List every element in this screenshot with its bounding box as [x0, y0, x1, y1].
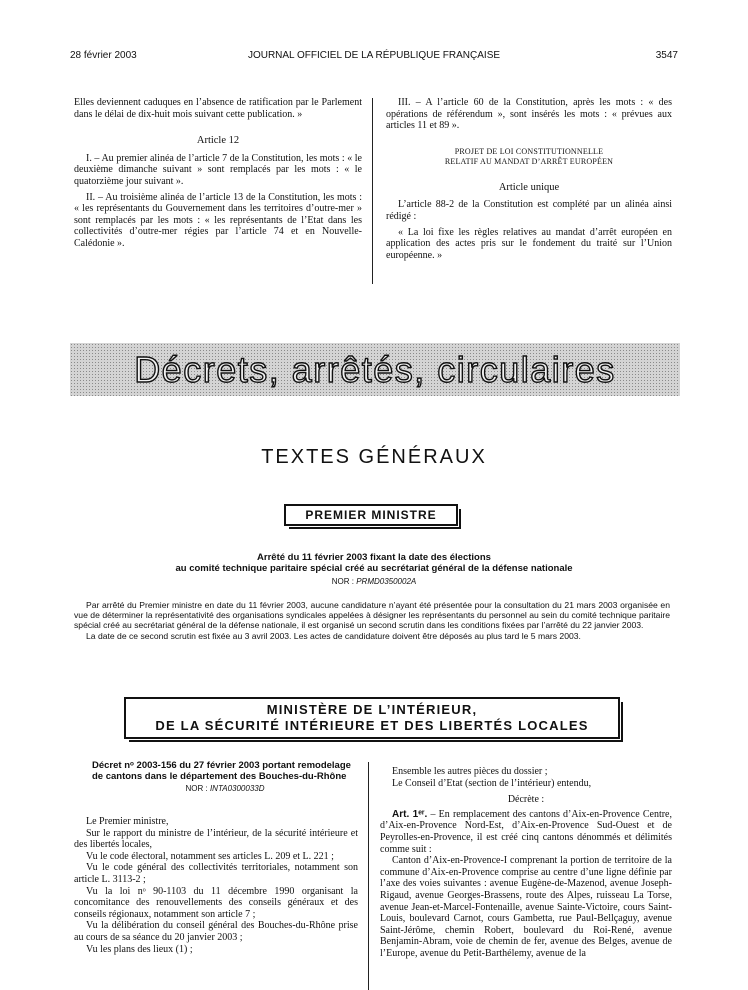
top-left-column: [74, 97, 362, 250]
article-unique-title: Article unique: [498, 181, 560, 193]
paragraph: Vu la loi nᵒ 90-1103 du 11 décembre 1990 organisant la concomitance des renouvellements des conseils généraux et des conseils régionaux, notamment son article 7 ;: [74, 885, 358, 920]
arrete-title-line1: Arrêté du 11 février 2003 fixant la date des élections: [257, 552, 491, 563]
journal-title: JOURNAL OFFICIEL DE LA RÉPUBLIQUE FRANÇAISE: [247, 50, 501, 61]
paragraph: « La loi fixe les règles relatives au mandat d’arrêt européen en application des actes pris sur le fondement du traité sur l’Union européenne. »: [386, 226, 672, 261]
paragraph: Par arrêté du Premier ministre en date du 11 février 2003, aucune candidature n’ayant été présentée pour la consultation du 21 mars 2003 organisée en vue de déterminer la représentativité des organisations syndicales appelées à désigner les représentants du personnel au sein du comité technique paritaire spécial créé au secrétariat général de la défense nationale, il est organisé un second scrutin dans les conditions fixées par l’arrêté du 22 janvier 2003.: [74, 600, 670, 631]
paragraph: Le Premier ministre,: [86, 816, 169, 827]
article-1-label: Art. 1ᵉʳ.: [392, 808, 428, 820]
paragraph: Ensemble les autres pièces du dossier ;: [392, 766, 548, 777]
paragraph: Vu la délibération du conseil général des Bouches-du-Rhône prise au cours de sa séance du 20 janvier 2003 ;: [74, 920, 358, 943]
ministry-name-line2: DE LA SÉCURITÉ INTÉRIEURE ET DES LIBERTÉS LOCALES: [155, 718, 589, 733]
decret-left-column: [74, 816, 358, 955]
paragraph: Canton d’Aix-en-Provence-I comprenant la portion de territoire de la commune d’Aix-en-Provence comprise au centre d’une ligne définie par l’axe des voies suivantes : avenue Eugène-de-Mazenod, avenue Joseph-Rigaud, avenue Georges-Brassens, route des Alpes, ruisseau La Torse, avenue Jean-et-Marcel-Fontenaille, avenue Sainte-Victoire, cours Saint-Louis, boulevard Carnot, cours Gambetta, rue Paul-Bellçaguy, avenue Saint-Jérôme, chemin Robert, boulevard du Roi-René, avenue Benjamin-Abram, voie de chemin de fer, avenue des Belges, avenue de l’Europe, avenue du Petit-Barthélemy, avenue de la: [380, 855, 672, 959]
ministry-name: PREMIER MINISTRE: [305, 508, 437, 522]
projet-title-line1: PROJET DE LOI CONSTITUTIONNELLE: [454, 146, 604, 156]
paragraph: L’article 88-2 de la Constitution est complété par un alinéa ainsi rédigé :: [386, 199, 672, 222]
decret-right-column: [380, 766, 672, 960]
column-divider: [372, 98, 373, 284]
article-1-text: – En remplacement des cantons d’Aix-en-Provence Centre, d’Aix-en-Provence Nord-Est, d’Aix-en-Provence Sud-Ouest et de Peyrolles-en-Provence, il est créé cinq cantons dénommés et délimités comme suit :: [380, 808, 672, 855]
paragraph: Sur le rapport du ministre de l’intérieur, de la sécurité intérieure et des libertés locales,: [74, 827, 358, 851]
ministry-box-interieur: [124, 697, 620, 739]
paragraph: Le Conseil d’Etat (section de l’intérieur) entendu,: [392, 777, 592, 789]
ministry-box-premier-ministre: [284, 504, 458, 526]
paragraph: La date de ce second scrutin est fixée au 3 avril 2003. Les actes de candidature doivent être déposés au plus tard le 5 mars 2003.: [86, 630, 581, 641]
page-number: 3547: [655, 50, 678, 61]
decrete-label: Décrète :: [507, 794, 545, 806]
paragraph: I. – Au premier alinéa de l’article 7 de la Constitution, les mots : « le deuxième dimanche suivant » sont remplacés par les mots : « le quatorzième jour suivant ».: [74, 152, 362, 187]
arrete-body: [74, 600, 670, 641]
nor-label: NOR :: [331, 577, 354, 586]
nor-label: NOR :: [185, 784, 208, 793]
article-12-title: Article 12: [196, 135, 240, 147]
paragraph: Vu le code électoral, notamment ses articles L. 209 et L. 221 ;: [86, 850, 334, 862]
section-title: TEXTES GÉNÉRAUX: [261, 446, 487, 468]
paragraph: Elles deviennent caduques en l’absence de ratification par le Parlement dans le délai de dix-huit mois suivant cette publication. »: [74, 97, 362, 120]
decrets-banner: [70, 343, 680, 396]
arrete-title-line2: au comité technique paritaire spécial créé au secrétariat général de la défense nationale: [175, 563, 573, 574]
nor-code: PRMD0350002A: [356, 577, 417, 586]
header-date: 28 février 2003: [70, 50, 137, 61]
paragraph: III. – A l’article 60 de la Constitution, après les mots : « des opérations de référendum », sont insérés les mots : « prévues aux articles 11 et 89 ».: [386, 97, 672, 132]
paragraph: Vu le code général des collectivités territoriales, notamment son article L. 3113-2 ;: [74, 862, 358, 885]
decret-title-text: Décret nᵒ 2003-156 du 27 février 2003 portant remodelage de cantons dans le département des Bouches-du-Rhône: [92, 760, 351, 782]
paragraph: Vu les plans des lieux (1) ;: [86, 943, 193, 955]
arrete-nor: [70, 576, 678, 587]
top-right-column: [386, 97, 672, 261]
decret-nor: [92, 783, 358, 794]
decret-title: [92, 760, 358, 794]
projet-title-line2: RELATIF AU MANDAT D’ARRÊT EUROPÉEN: [444, 156, 614, 166]
column-divider: [368, 762, 369, 990]
paragraph: II. – Au troisième alinéa de l’article 13 de la Constitution, les mots : « les représentants du Gouvernement dans les territoires d’outre-mer » sont remplacés par les mots : « les représentants de l’Etat dans les collectivités d’outre-mer régies par l’article 74 et en Nouvelle-Calédonie ».: [74, 191, 362, 249]
arrete-title: [70, 552, 678, 587]
article-1-paragraph: [380, 809, 672, 855]
ministry-name-line1: MINISTÈRE DE L’INTÉRIEUR,: [266, 702, 478, 717]
nor-code: INTA0300033D: [209, 784, 265, 793]
banner-title: Décrets, arrêtés, circulaires: [134, 348, 616, 390]
